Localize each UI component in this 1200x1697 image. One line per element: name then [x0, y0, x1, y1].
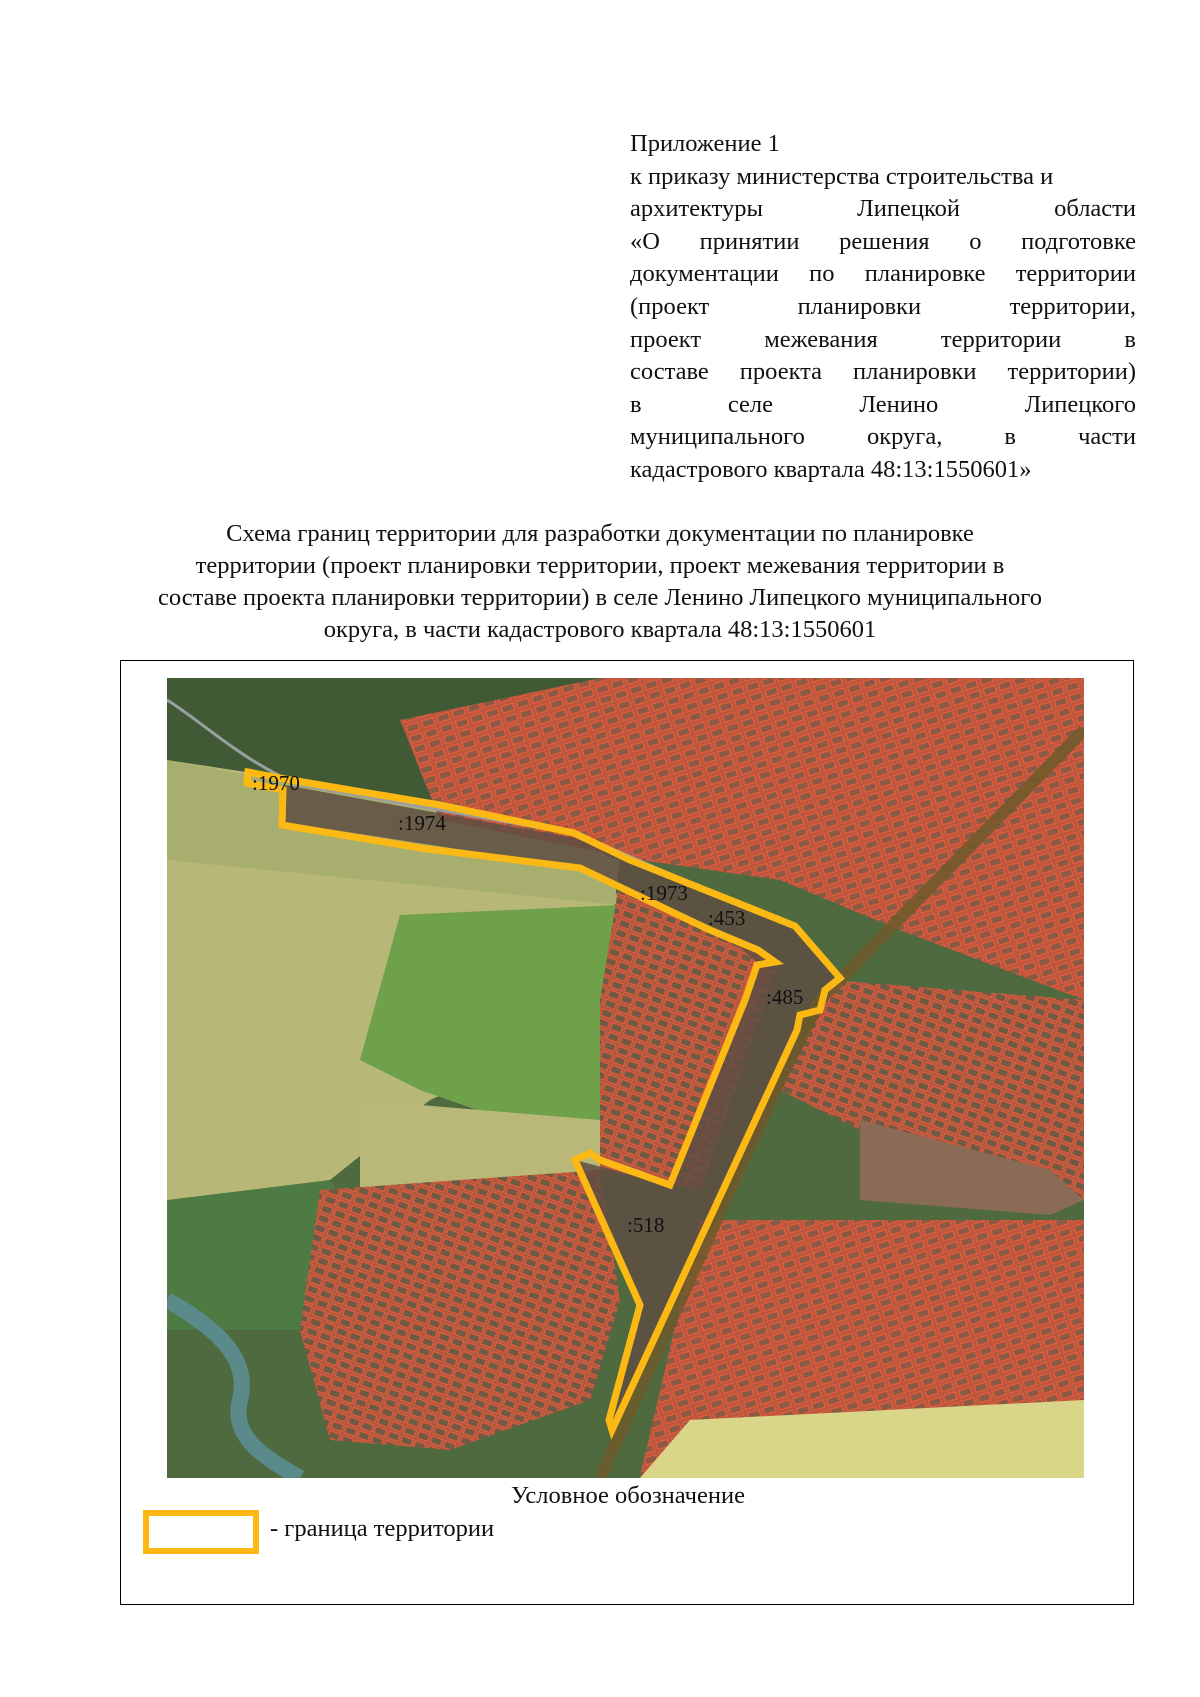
header-line: документации по планировке территории [630, 260, 1136, 288]
parcel-label-1973: :1973 [640, 881, 688, 905]
satellite-map [167, 678, 1084, 1478]
parcel-label-518: :518 [627, 1213, 665, 1237]
title-line: территории (проект планировки территории, проект межевания территории в [195, 552, 1005, 579]
legend-boundary-label: - граница территории [270, 1515, 495, 1542]
header-line: Приложение 1 [630, 130, 780, 157]
title-line: составе проекта планировки территории) в селе Ленино Липецкого муниципального [158, 584, 1042, 611]
parcel-label-485: :485 [766, 985, 804, 1009]
header-line: составе проекта планировки территории) [630, 358, 1136, 386]
header-line: кадастрового квартала 48:13:1550601» [630, 455, 1032, 483]
header-line: в селе Ленино Липецкого [630, 390, 1136, 418]
parcel-label-1974: :1974 [398, 811, 446, 835]
header-line: «О принятии решения о подготовке [630, 227, 1136, 255]
appendix-header [630, 128, 1136, 487]
header-line: (проект планировки территории, [630, 292, 1136, 320]
parcel-label-1970: :1970 [252, 771, 300, 795]
header-line: проект межевания территории в [630, 325, 1136, 353]
scheme-title [100, 518, 1100, 646]
header-line: архитектуры Липецкой области [630, 195, 1136, 223]
title-line: Схема границ территории для разработки документации по планировке [226, 520, 974, 547]
header-line: к приказу министерства строительства и [630, 162, 1054, 190]
header-line: муниципального округа, в части [630, 423, 1136, 451]
parcel-label-453: :453 [708, 906, 746, 930]
title-line: округа, в части кадастрового квартала 48:13:1550601 [323, 616, 877, 643]
legend-boundary-swatch [143, 1510, 259, 1554]
legend-title: Условное обозначение [511, 1482, 745, 1509]
